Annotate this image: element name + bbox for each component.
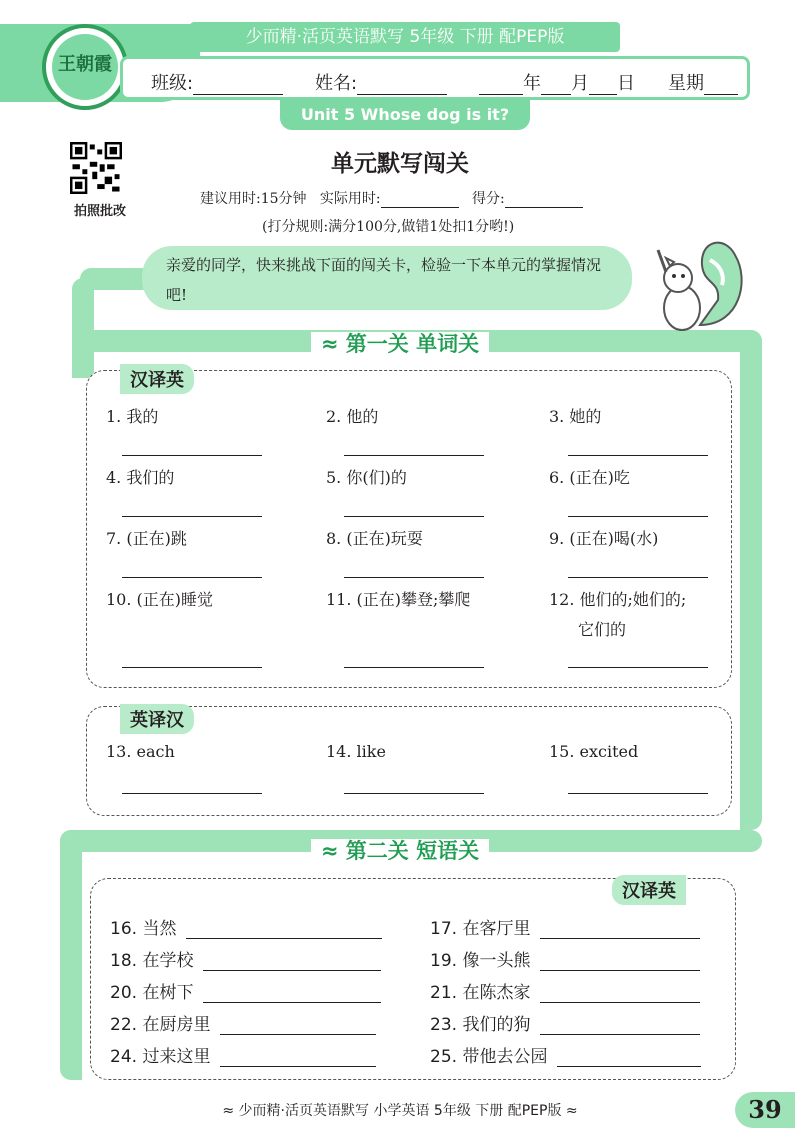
answer-line[interactable] (220, 1048, 376, 1067)
word-item: 8. (正在)玩耍 (326, 529, 423, 548)
answer-line[interactable] (540, 920, 700, 939)
answer-line[interactable] (540, 952, 700, 971)
phrase-item: 20. 在树下 (110, 978, 381, 1003)
logo-text: 王朝霞 (58, 54, 112, 75)
level1-title: ≈ 第一关 单词关 (0, 328, 800, 358)
actual-time-label: 实际用时: (319, 191, 381, 207)
answer-line[interactable] (568, 515, 708, 517)
word-item: 9. (正在)喝(水) (549, 529, 659, 548)
word-item: 15. excited (549, 742, 639, 761)
year-label: 年 (523, 73, 541, 94)
qr-label: 拍照批改 (73, 204, 126, 219)
student-info-bar (120, 56, 750, 100)
answer-line[interactable] (557, 1048, 701, 1067)
word-item: 13. each (106, 742, 175, 761)
page-title: 单元默写闯关 (331, 151, 469, 177)
squirrel-mascot-icon (640, 230, 750, 340)
weekday-label: 星期 (668, 73, 704, 94)
answer-line[interactable] (344, 515, 484, 517)
class-label: 班级: (151, 73, 194, 94)
word-item: 14. like (326, 742, 386, 761)
answer-line[interactable] (540, 984, 700, 1003)
word-item: 6. (正在)吃 (549, 468, 630, 487)
word-item: 11. (正在)攀登;攀爬 (326, 590, 471, 609)
word-item: 7. (正在)跳 (106, 529, 187, 548)
track-segment (60, 830, 82, 1080)
phrase-item: 21. 在陈杰家 (430, 978, 700, 1003)
answer-line[interactable] (122, 576, 262, 578)
tag-phrase: 汉译英 (612, 875, 686, 905)
word-item: 4. 我们的 (106, 468, 175, 487)
suggested-time: 建议用时:15分钟 (200, 191, 307, 207)
answer-line[interactable] (203, 952, 381, 971)
brand-logo (42, 24, 128, 110)
word-item: 10. (正在)睡觉 (106, 590, 214, 609)
unit-title: Unit 5 Whose dog is it? (280, 100, 530, 130)
phrase-item: 25. 带他去公园 (430, 1042, 701, 1067)
word-item: 2. 他的 (326, 407, 379, 426)
weekday-field[interactable] (668, 69, 738, 95)
track-segment (740, 330, 762, 830)
word-item: 5. 你(们)的 (326, 468, 407, 487)
answer-line[interactable] (344, 666, 484, 668)
answer-line[interactable] (220, 1016, 376, 1035)
footer-text: ≈ 少而精·活页英语默写 小学英语 5年级 下册 配PEP版 ≈ (222, 1103, 578, 1119)
phrase-item: 23. 我们的狗 (430, 1010, 700, 1035)
answer-line[interactable] (122, 792, 262, 794)
level2-title: ≈ 第二关 短语关 (0, 835, 800, 865)
class-field[interactable] (151, 69, 283, 95)
score-label: 得分: (471, 191, 505, 207)
answer-line[interactable] (344, 792, 484, 794)
word-item-cont: 它们的 (578, 620, 627, 639)
answer-line[interactable] (122, 666, 262, 668)
answer-line[interactable] (203, 984, 381, 1003)
tag-en-cn: 英译汉 (120, 704, 194, 734)
word-item: 1. 我的 (106, 407, 159, 426)
answer-line[interactable] (122, 515, 262, 517)
series-banner: 少而精·活页英语默写 5年级 下册 配PEP版 (190, 22, 620, 52)
phrase-item: 17. 在客厅里 (430, 914, 700, 939)
scoring-rules: (打分规则:满分100分,做错1处扣1分哟!) (262, 219, 515, 235)
word-item: 3. 她的 (549, 407, 602, 426)
answer-line[interactable] (568, 454, 708, 456)
tag-cn-en: 汉译英 (120, 364, 194, 394)
time-info (200, 188, 583, 208)
phrase-item: 22. 在厨房里 (110, 1010, 376, 1035)
phrase-item: 24. 过来这里 (110, 1042, 376, 1067)
answer-line[interactable] (568, 576, 708, 578)
name-field[interactable] (315, 69, 447, 95)
answer-line[interactable] (122, 454, 262, 456)
phrase-item: 19. 像一头熊 (430, 946, 700, 971)
answer-line[interactable] (568, 792, 708, 794)
phrase-item: 16. 当然 (110, 914, 382, 939)
answer-line[interactable] (540, 1016, 700, 1035)
phrase-item: 18. 在学校 (110, 946, 381, 971)
date-field[interactable] (479, 69, 635, 95)
word-item: 12. 他们的;她们的; (549, 590, 687, 609)
day-label: 日 (617, 73, 635, 94)
name-label: 姓名: (315, 73, 358, 94)
month-label: 月 (571, 73, 589, 94)
answer-line[interactable] (344, 576, 484, 578)
answer-line[interactable] (186, 920, 382, 939)
intro-bubble: 亲爱的同学，快来挑战下面的闯关卡，检验一下本单元的掌握情况吧! (142, 246, 632, 310)
answer-line[interactable] (568, 666, 708, 668)
page-number: 39 (735, 1092, 795, 1128)
answer-line[interactable] (344, 454, 484, 456)
